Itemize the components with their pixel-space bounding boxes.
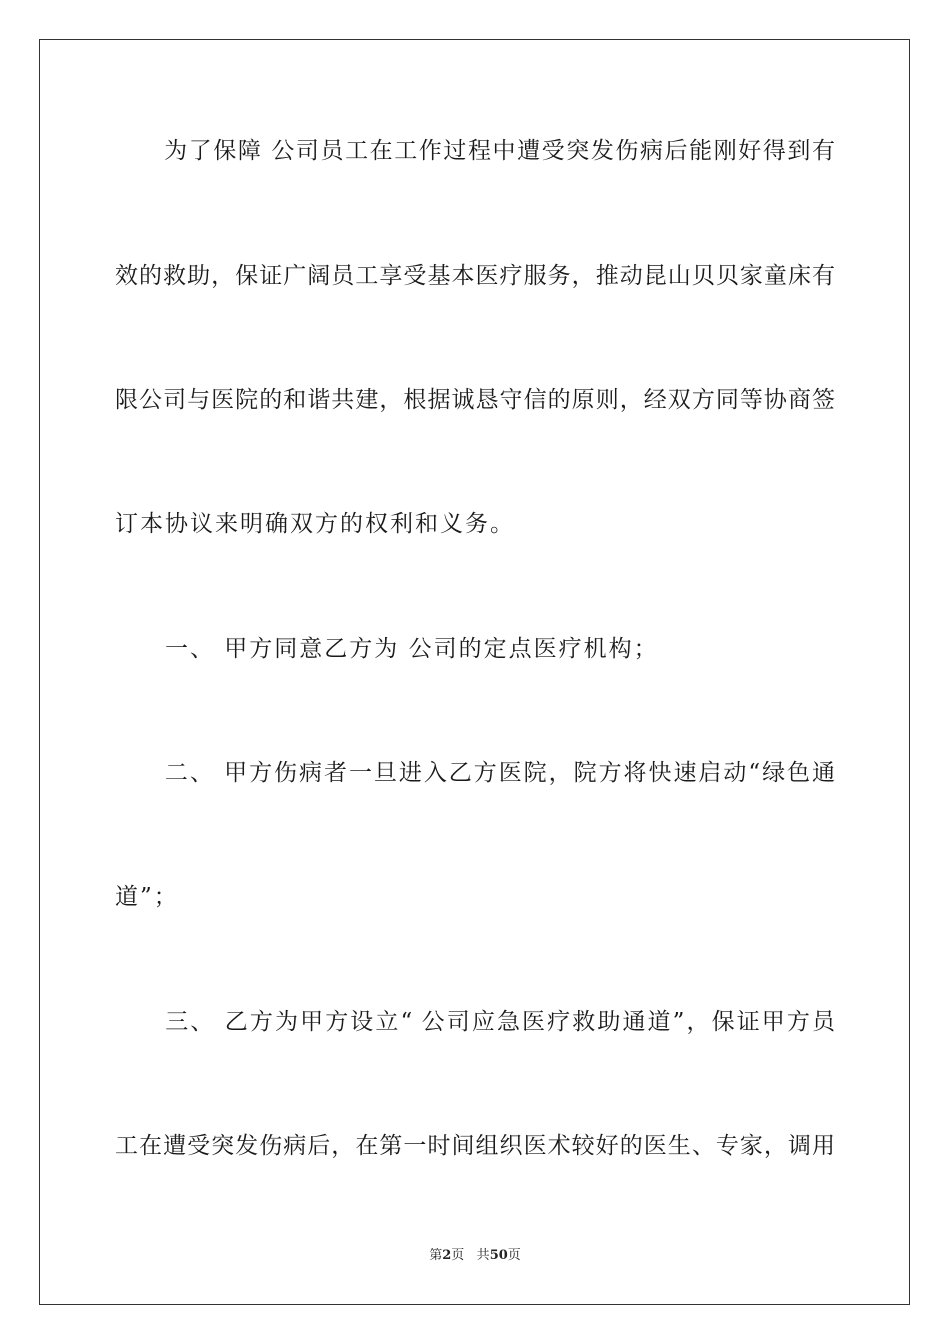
total-prefix: 共 (476, 1248, 490, 1263)
total-suffix: 页 (507, 1248, 521, 1263)
text-line: 三、 乙方为甲方设立“ 公司应急医疗救助通道”，保证甲方员 (115, 1009, 835, 1035)
page-footer (0, 1244, 950, 1263)
page-frame (39, 39, 910, 1305)
total-pages: 50 (489, 1248, 508, 1263)
text-line: 道”； (115, 884, 179, 910)
text-line: 工在遭受突发伤病后，在第一时间组织医术较好的医生、专家，调用 (115, 1133, 835, 1159)
page-prefix: 第 (429, 1248, 443, 1263)
text-line: 订本协议来明确双方的权利和义务。 (115, 511, 515, 537)
page-suffix: 页 (451, 1248, 465, 1263)
text-line: 一、 甲方同意乙方为 公司的定点医疗机构； (115, 636, 659, 662)
text-line: 限公司与医院的和谐共建，根据诚恳守信的原则，经双方同等协商签 (115, 387, 835, 413)
text-line: 为了保障 公司员工在工作过程中遭受突发伤病后能刚好得到有 (115, 138, 835, 164)
text-line: 效的救助，保证广阔员工享受基本医疗服务，推动昆山贝贝家童床有 (115, 263, 835, 289)
text-line: 二、 甲方伤病者一旦进入乙方医院，院方将快速启动“绿色通 (115, 760, 835, 786)
page-number: 2 (442, 1248, 452, 1263)
